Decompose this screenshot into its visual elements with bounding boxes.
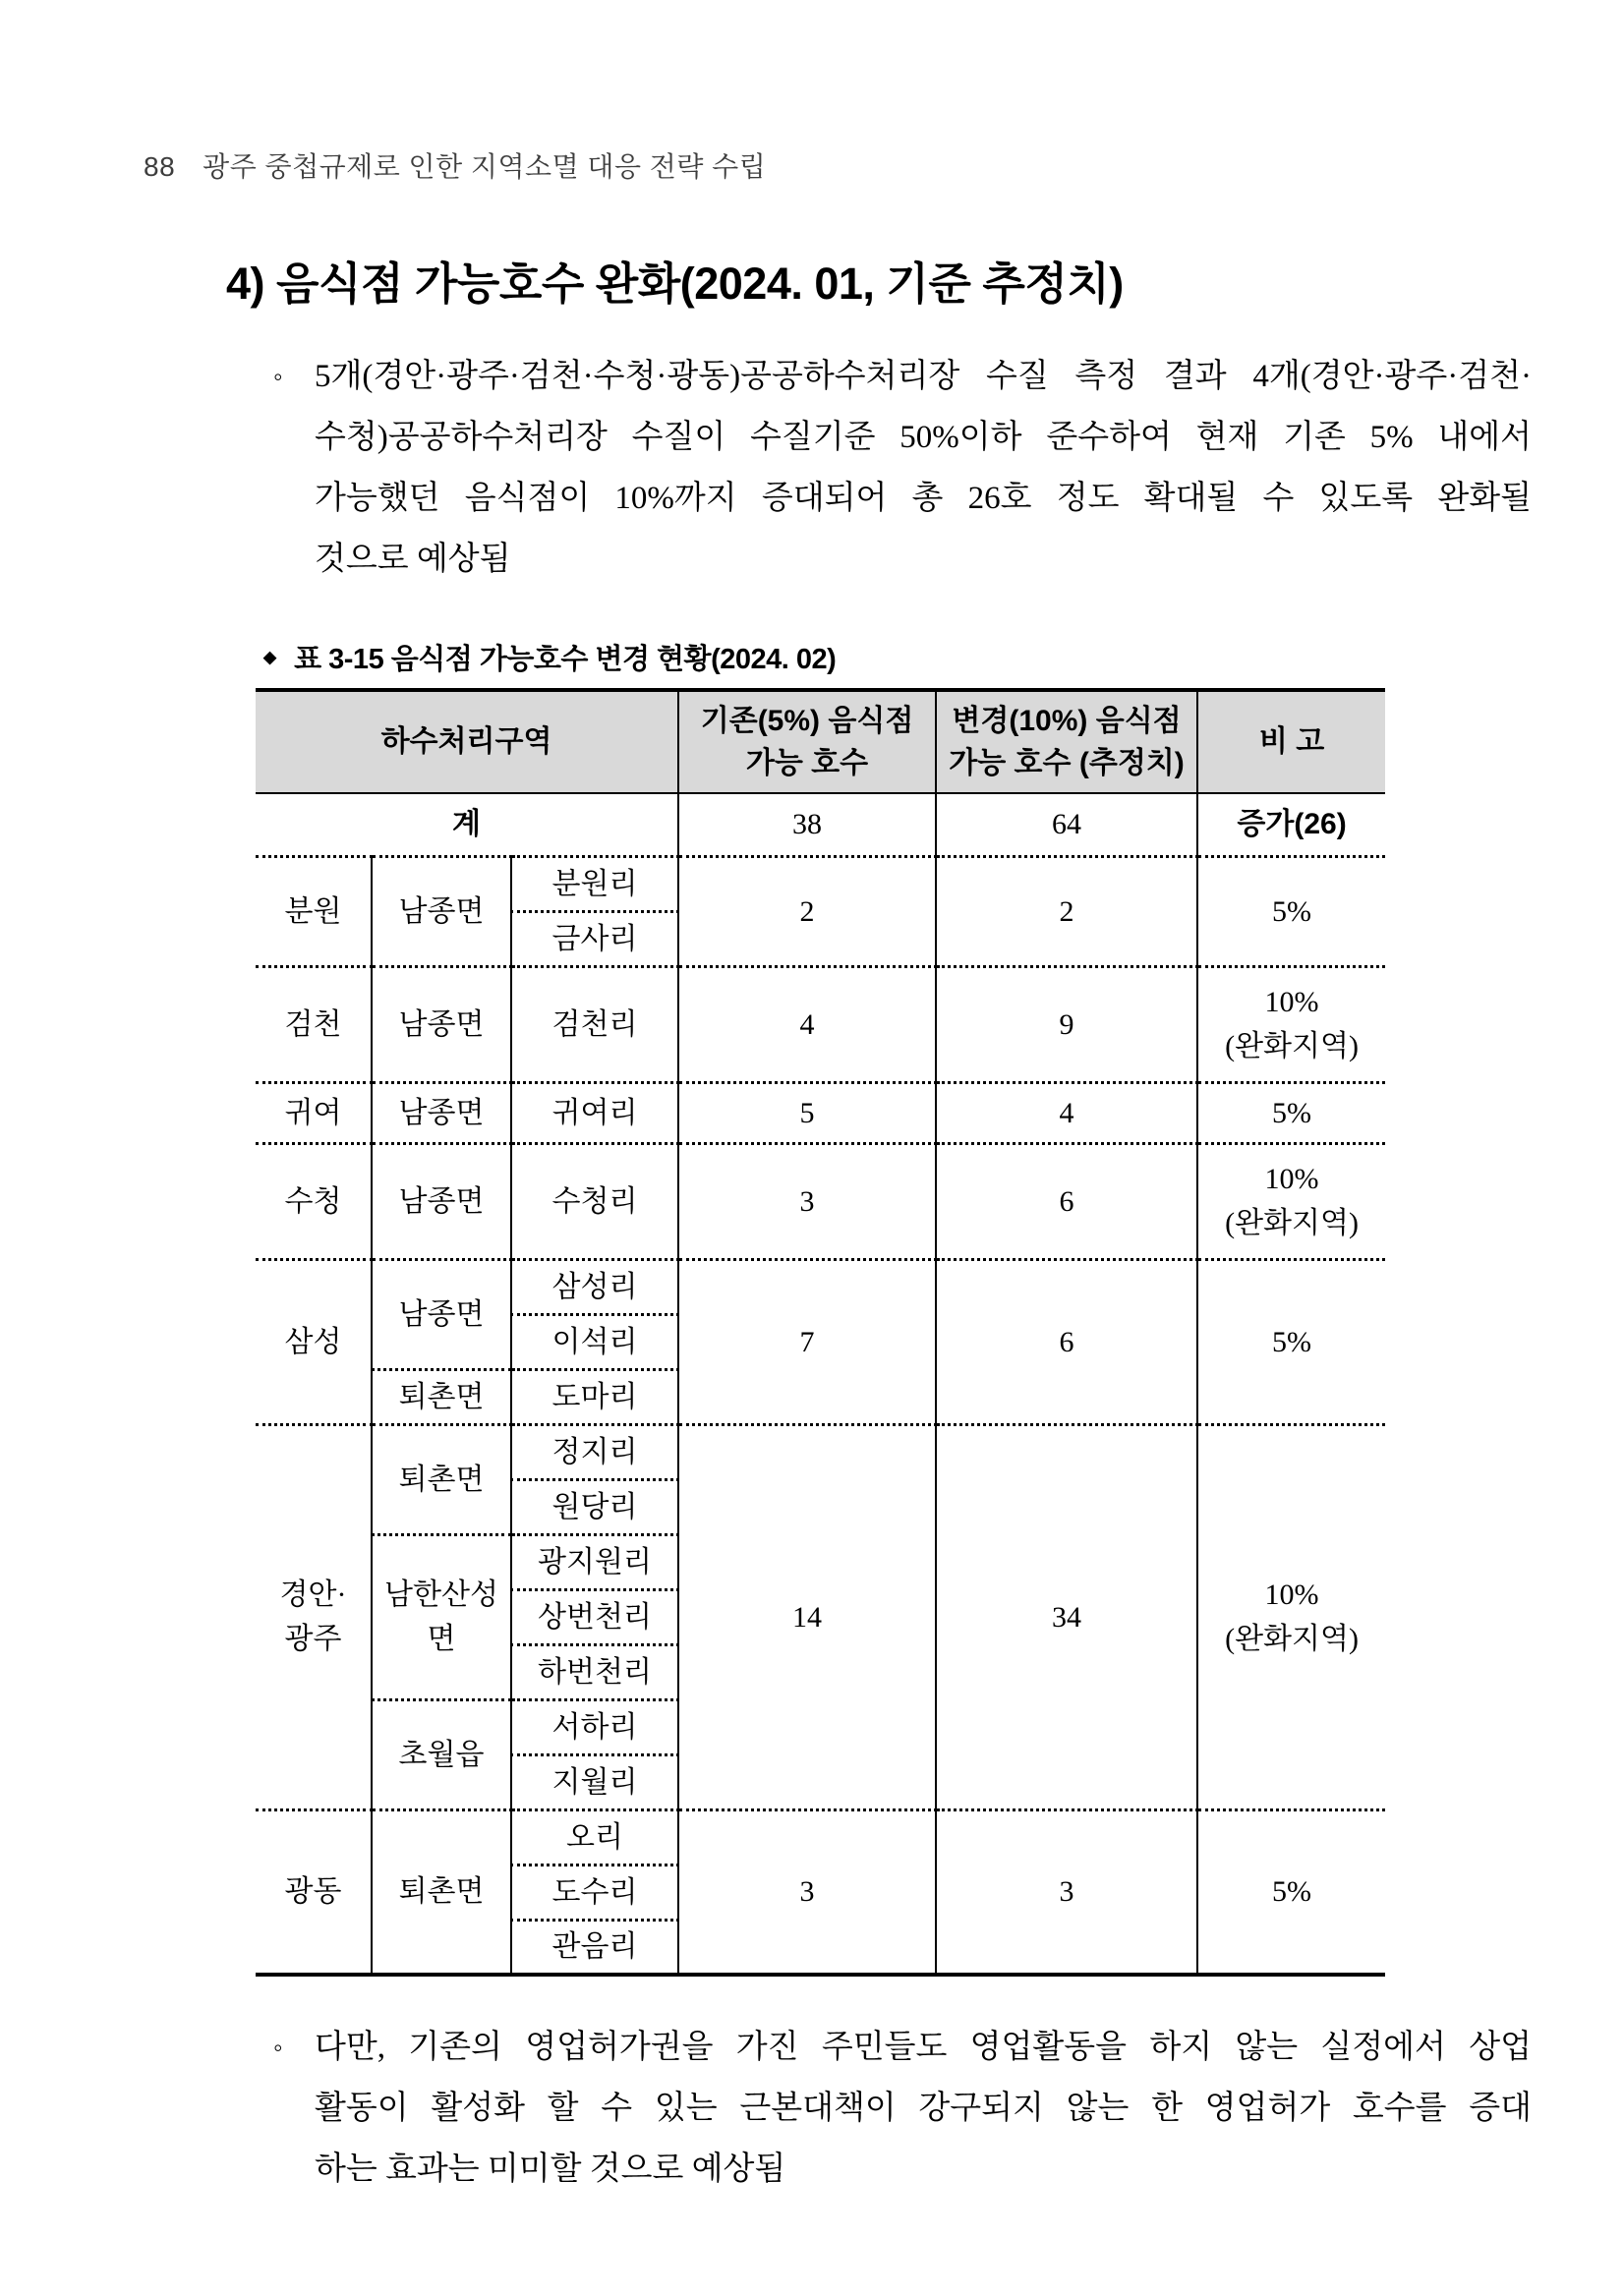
- cell-total-changed: 64: [936, 793, 1197, 856]
- col-header-note: 비 고: [1197, 690, 1385, 793]
- cell-ri: 오리: [511, 1809, 678, 1865]
- bullet-paragraph-1: [273, 346, 1532, 590]
- cell-group-name: 삼성: [256, 1259, 372, 1424]
- cell-myeon: 퇴촌면: [372, 1809, 511, 1975]
- cell-changed: 34: [936, 1424, 1197, 1809]
- cell-changed: 4: [936, 1082, 1197, 1143]
- table-row: [256, 1259, 1385, 1314]
- cell-myeon: 퇴촌면: [372, 1424, 511, 1534]
- paragraph-text: [315, 2017, 1532, 2200]
- cell-ri: 수청리: [511, 1143, 678, 1259]
- cell-group-name: 광동: [256, 1809, 372, 1975]
- cell-ri: 귀여리: [511, 1082, 678, 1143]
- table-row: [256, 1143, 1385, 1259]
- page-number: 88: [144, 151, 176, 182]
- cell-ri: 이석리: [511, 1314, 678, 1369]
- paragraph-line: 것으로 예상됨: [315, 542, 511, 577]
- cell-changed: 6: [936, 1143, 1197, 1259]
- cell-group-name: 검천: [256, 966, 372, 1082]
- cell-changed: 2: [936, 856, 1197, 966]
- table-row: [256, 1424, 1385, 1479]
- cell-existing: 3: [678, 1809, 936, 1975]
- page-header: [144, 145, 766, 185]
- cell-note: 5%: [1197, 856, 1385, 966]
- cell-changed: 9: [936, 966, 1197, 1082]
- cell-total-label: 계: [452, 808, 481, 841]
- cell-myeon: 남종면: [372, 856, 511, 966]
- cell-note: 5%: [1197, 1082, 1385, 1143]
- bullet-circle-icon: ◦: [273, 2033, 283, 2062]
- col-header-changed: 변경(10%) 음식점 가능 호수 (추정치): [936, 690, 1197, 793]
- cell-group-name: 분원: [256, 856, 372, 966]
- cell-myeon: 남종면: [372, 966, 511, 1082]
- cell-ri: 서하리: [511, 1699, 678, 1754]
- restaurant-capacity-table: [256, 688, 1385, 1977]
- cell-ri: 원당리: [511, 1479, 678, 1534]
- table-row: [256, 1082, 1385, 1143]
- cell-existing: 2: [678, 856, 936, 966]
- col-header-region: 하수처리구역: [256, 690, 678, 793]
- cell-myeon: 남종면: [372, 1082, 511, 1143]
- cell-existing: 3: [678, 1143, 936, 1259]
- cell-myeon: 퇴촌면: [372, 1369, 511, 1424]
- cell-ri: 정지리: [511, 1424, 678, 1479]
- cell-ri: 지월리: [511, 1754, 678, 1809]
- cell-ri: 금사리: [511, 911, 678, 966]
- cell-note: 5%: [1197, 1809, 1385, 1975]
- table-caption: [263, 637, 836, 677]
- table-header-row: [256, 690, 1385, 793]
- cell-group-name: 경안· 광주: [256, 1424, 372, 1809]
- cell-total-existing: 38: [678, 793, 936, 856]
- bullet-paragraph-2: [273, 2017, 1532, 2200]
- paragraph-line: 하는 효과는 미미할 것으로 예상됨: [315, 2152, 786, 2187]
- cell-myeon: 남종면: [372, 1143, 511, 1259]
- paragraph-line: 5개(경안·광주·검천·수청·광동)공공하수처리장 수질 측정 결과 4개(경안·광주·검천·: [315, 359, 1532, 394]
- cell-changed: 6: [936, 1259, 1197, 1424]
- cell-existing: 14: [678, 1424, 936, 1809]
- paragraph-line: 수청)공공하수처리장 수질이 수질기준 50%이하 준수하여 현재 기존 5% 내에서: [315, 420, 1532, 455]
- cell-group-name: 수청: [256, 1143, 372, 1259]
- cell-note: 10% (완화지역): [1197, 1424, 1385, 1809]
- table-caption-text: 표 3-15 음식점 가능호수 변경 현황(2024. 02): [294, 644, 837, 675]
- cell-existing: 7: [678, 1259, 936, 1424]
- col-header-existing: 기존(5%) 음식점 가능 호수: [678, 690, 936, 793]
- paragraph-text: [315, 346, 1532, 590]
- cell-changed: 3: [936, 1809, 1197, 1975]
- cell-note: 10% (완화지역): [1197, 966, 1385, 1082]
- cell-myeon: 초월읍: [372, 1699, 511, 1809]
- cell-total-note: 증가(26): [1197, 793, 1385, 856]
- paragraph-line: 가능했던 음식점이 10%까지 증대되어 총 26호 정도 확대될 수 있도록 완화될: [315, 481, 1532, 516]
- diamond-icon: ◆: [263, 647, 277, 666]
- cell-ri: 검천리: [511, 966, 678, 1082]
- paragraph-line: 활동이 활성화 할 수 있는 근본대책이 강구되지 않는 한 영업허가 호수를 증대: [315, 2091, 1532, 2126]
- cell-ri: 관음리: [511, 1920, 678, 1975]
- table-row-total: [256, 793, 1385, 856]
- cell-existing: 5: [678, 1082, 936, 1143]
- cell-ri: 삼성리: [511, 1259, 678, 1314]
- cell-ri: 도마리: [511, 1369, 678, 1424]
- cell-note: 5%: [1197, 1259, 1385, 1424]
- table-row: [256, 1809, 1385, 1865]
- bullet-circle-icon: ◦: [273, 362, 283, 391]
- cell-ri: 상번천리: [511, 1589, 678, 1644]
- paragraph-line: 다만, 기존의 영업허가권을 가진 주민들도 영업활동을 하지 않는 실정에서 상업: [315, 2030, 1532, 2065]
- cell-ri: 도수리: [511, 1865, 678, 1920]
- cell-ri: 광지원리: [511, 1534, 678, 1589]
- cell-myeon: 남종면: [372, 1259, 511, 1369]
- cell-ri: 하번천리: [511, 1644, 678, 1699]
- cell-existing: 4: [678, 966, 936, 1082]
- table-row: [256, 856, 1385, 911]
- cell-ri: 분원리: [511, 856, 678, 911]
- table-row: [256, 966, 1385, 1082]
- section-title: 4) 음식점 가능호수 완화(2024. 01, 기준 추정치): [226, 258, 1124, 309]
- cell-group-name: 귀여: [256, 1082, 372, 1143]
- running-title: 광주 중첩규제로 인한 지역소멸 대응 전략 수립: [203, 151, 767, 182]
- cell-note: 10% (완화지역): [1197, 1143, 1385, 1259]
- cell-myeon: 남한산성면: [372, 1534, 511, 1699]
